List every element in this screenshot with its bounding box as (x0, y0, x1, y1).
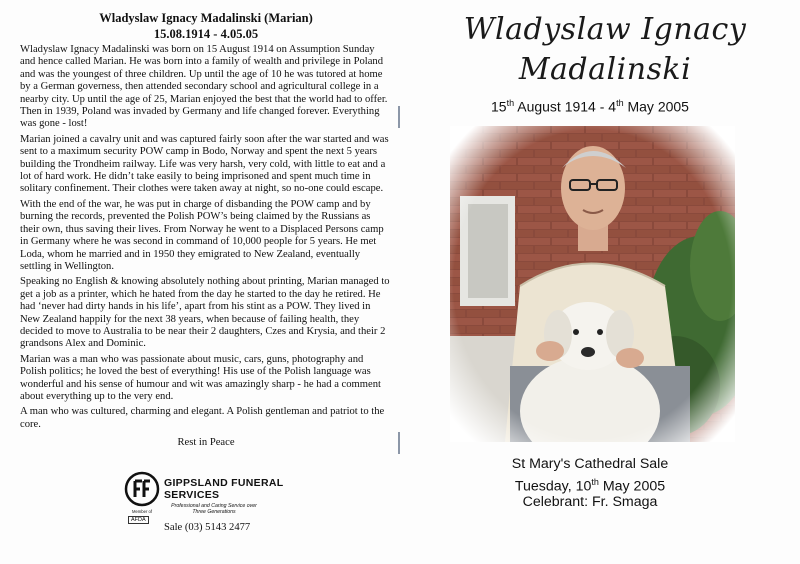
name-line-1: Wladyslaw Ignacy (463, 12, 747, 47)
eulogy-paragraph-4: Speaking no English & knowing absolutely nothing about printing, Marian managed to get a job as a printer, which he hated from the day he started to the day he retired. He had ‘never had dirty hands in his life’, apart from his stint as a POW. They lived in New Zealand happily for the next 38 years, when because of failing health, they decided to move to Australia to be near their 2 daughters, Czes and Krysia, and their 2 grandsons Alex and Dominic. (20, 276, 390, 350)
birth-rest: August 1914 - 4 (514, 98, 617, 115)
service-day-prefix: Tuesday, 10 (514, 478, 592, 495)
eulogy-paragraph-1: Wladyslaw Ignacy Madalinski was born on 15 August 1914 on Assumption Sunday and hence called Marian. He was born into a family of wealth and privilege in Poland and was the youngest of three children. Up until the age of 10 he was tutored at home by a German governess, then attended secondary school and agricultural college in a nearby city. Up until the age of 25, Marian enjoyed the best that the world had to offer. Then in 1939, Poland was invaded by Germany and life changed forever. Everything was gone - lost! (20, 44, 388, 130)
afda-badge: AFDA (128, 516, 149, 524)
birth-suffix: th (506, 98, 515, 108)
rest-in-peace: Rest in Peace (177, 437, 235, 449)
death-suffix: th (616, 98, 624, 108)
eulogy-paragraph-2: Marian joined a cavalry unit and was captured fairly soon after the war started and was sent to a maximum security POW camp in Bodo, Norway and spent the next 5 years building the Trondheim railway. Life was very harsh, very cold, with little to eat and a lot of hard work. He didn’t take easily to being imprisoned and spent much time in solitary confinement. Their clothes were taken away at night, so no-one could escape. (20, 133, 389, 195)
service-day-suffix: th (591, 477, 599, 487)
funeral-services-name (164, 477, 283, 501)
name-line-2: Madalinski (518, 52, 692, 87)
birth-day: 15 (491, 98, 507, 115)
eulogy-paragraph-3: With the end of the war, he was put in charge of disbanding the POW camp and by burning the records, prevented the Polish POW’s being claimed by the Russians as their own, thus saving their lives. From Norway he went to a Displaced Persons camp in Germany where he was second in command of 10,000 people for 5 years. He met Loda, whom he married and in 1950 they emigrated to New Zealand, eventually settling in Wellington. (20, 198, 384, 272)
eulogy-panel (20, 10, 392, 448)
funeral-name-line2: SERVICES (164, 489, 220, 501)
cover-panel (410, 0, 800, 564)
lifespan-dates (410, 98, 770, 115)
eulogy-paragraph-5: Marian was a man who was passionate about music, cars, guns, photography and Polish politics; he loved the best of everything! His use of the Polish language was wonderful and his sense of humour and wit was amazingly sharp - he had a comment about everything up to the very end. (20, 353, 381, 402)
portrait-photo (450, 126, 735, 442)
funeral-name-line1: GIPPSLAND FUNERAL (164, 477, 284, 489)
eulogy-dates: 15.08.1914 - 4.05.05 (153, 27, 259, 41)
eulogy-title: Wladyslaw Ignacy Madalinski (Marian) (99, 11, 313, 25)
fold-mark-top (398, 106, 400, 128)
funeral-phone: Sale (03) 5143 2477 (164, 522, 251, 533)
member-of-label: Member of (131, 509, 152, 514)
eulogy-paragraph-6: A man who was cultured, charming and elegant. A Polish gentleman and patriot to the core. (20, 406, 385, 430)
death-rest: May 2005 (623, 98, 689, 115)
fold-mark-bottom (398, 432, 400, 454)
funeral-tagline: Professional and Caring Service over Three Generations (171, 503, 257, 515)
service-location: St Mary's Cathedral Sale (511, 456, 669, 472)
celebrant: Celebrant: Fr. Smaga (522, 494, 658, 510)
service-day-rest: May 2005 (598, 478, 666, 495)
